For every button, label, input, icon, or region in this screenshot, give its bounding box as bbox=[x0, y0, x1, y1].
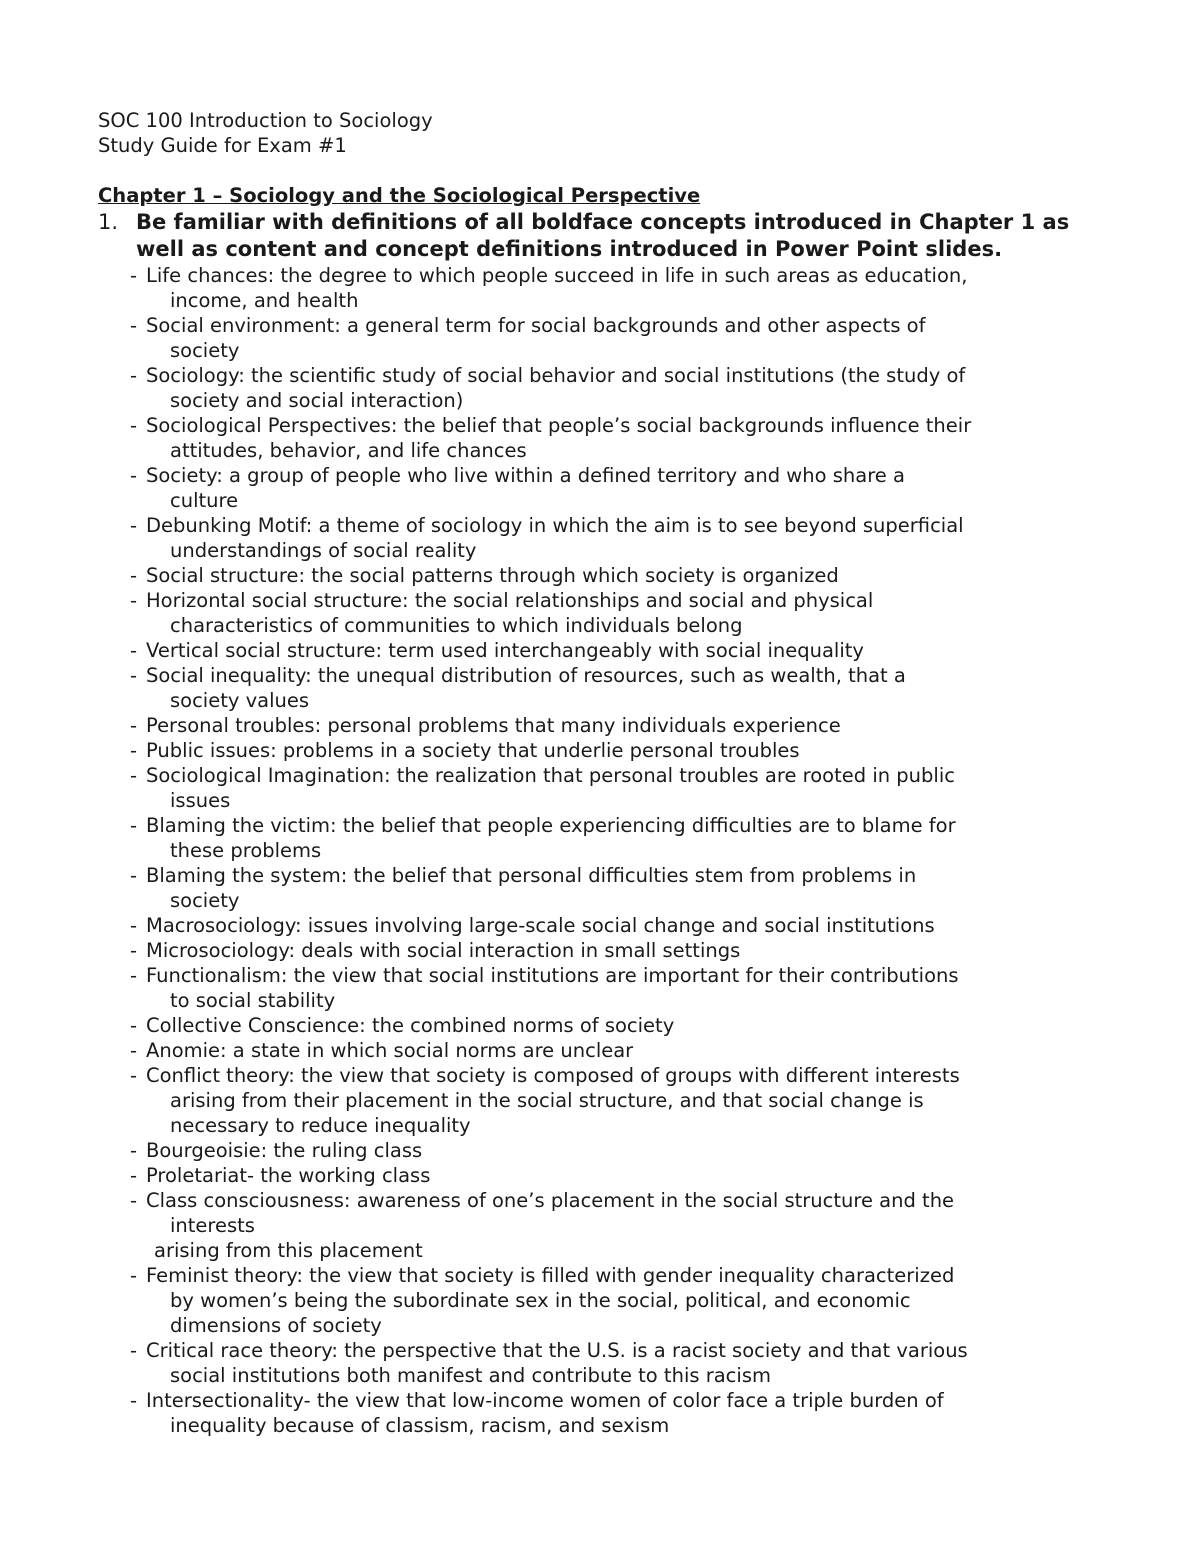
term-item bbox=[130, 1188, 1130, 1263]
term-line: Sociological Perspectives: the belief that people’s social backgrounds influence their bbox=[146, 414, 972, 437]
list-bullet: - bbox=[130, 1039, 138, 1062]
term-item bbox=[130, 1038, 1130, 1063]
term-item bbox=[130, 713, 1130, 738]
list-bullet: - bbox=[130, 264, 138, 287]
question-number: 1. bbox=[98, 210, 119, 234]
term-continuation: attitudes, behavior, and life chances bbox=[170, 439, 527, 462]
guide-title: Study Guide for Exam #1 bbox=[98, 134, 347, 157]
term-line: Social environment: a general term for social backgrounds and other aspects of bbox=[146, 314, 926, 337]
list-bullet: - bbox=[130, 1064, 138, 1087]
list-bullet: - bbox=[130, 1189, 138, 1212]
list-bullet: - bbox=[130, 414, 138, 437]
term-item bbox=[130, 1163, 1130, 1188]
term-continuation: society values bbox=[170, 689, 310, 712]
term-continuation: necessary to reduce inequality bbox=[170, 1114, 471, 1137]
term-line: Public issues: problems in a society that underlie personal troubles bbox=[146, 739, 800, 762]
term-line: Macrosociology: issues involving large-scale social change and social institutions bbox=[146, 914, 935, 937]
term-continuation: issues bbox=[170, 789, 231, 812]
term-line: Conflict theory: the view that society is composed of groups with different interests bbox=[146, 1064, 960, 1087]
term-line: Proletariat- the working class bbox=[146, 1164, 431, 1187]
term-continuation: social institutions both manifest and contribute to this racism bbox=[170, 1364, 771, 1387]
term-line: Sociology: the scientific study of social behavior and social institutions (the study of bbox=[146, 364, 966, 387]
list-bullet: - bbox=[130, 1339, 138, 1362]
term-line: Feminist theory: the view that society is filled with gender inequality characterized bbox=[146, 1264, 955, 1287]
term-item bbox=[130, 413, 1130, 463]
list-bullet: - bbox=[130, 964, 138, 987]
term-line: Personal troubles: personal problems that many individuals experience bbox=[146, 714, 841, 737]
term-continuation: by women’s being the subordinate sex in the social, political, and economic bbox=[170, 1289, 911, 1312]
list-bullet: - bbox=[130, 464, 138, 487]
question-text bbox=[136, 209, 1136, 263]
term-item bbox=[130, 863, 1130, 913]
term-item bbox=[130, 513, 1130, 563]
list-bullet: - bbox=[130, 1389, 138, 1412]
term-item bbox=[130, 938, 1130, 963]
term-continuation: characteristics of communities to which individuals belong bbox=[170, 614, 743, 637]
list-bullet: - bbox=[130, 314, 138, 337]
term-continuation: dimensions of society bbox=[170, 1314, 382, 1337]
term-line: Horizontal social structure: the social relationships and social and physical bbox=[146, 589, 874, 612]
list-bullet: - bbox=[130, 914, 138, 937]
list-bullet: - bbox=[130, 739, 138, 762]
term-continuation: inequality because of classism, racism, and sexism bbox=[170, 1414, 670, 1437]
term-continuation: culture bbox=[170, 489, 239, 512]
term-item bbox=[130, 313, 1130, 363]
term-line: Critical race theory: the perspective that the U.S. is a racist society and that various bbox=[146, 1339, 968, 1362]
term-continuation: society bbox=[170, 889, 240, 912]
term-continuation: arising from this placement bbox=[154, 1239, 423, 1262]
list-bullet: - bbox=[130, 1014, 138, 1037]
chapter-heading: Chapter 1 – Sociology and the Sociological Perspective bbox=[98, 184, 701, 207]
list-bullet: - bbox=[130, 814, 138, 837]
term-line: Blaming the system: the belief that personal difficulties stem from problems in bbox=[146, 864, 917, 887]
term-line: Sociological Imagination: the realization that personal troubles are rooted in public bbox=[146, 764, 955, 787]
list-bullet: - bbox=[130, 1139, 138, 1162]
term-list bbox=[130, 263, 1130, 1438]
question-line: well as content and concept definitions introduced in Power Point slides. bbox=[136, 237, 1003, 261]
list-bullet: - bbox=[130, 564, 138, 587]
term-line: Social inequality: the unequal distribution of resources, such as wealth, that a bbox=[146, 664, 906, 687]
term-item bbox=[130, 1138, 1130, 1163]
term-item bbox=[130, 363, 1130, 413]
list-bullet: - bbox=[130, 1264, 138, 1287]
term-line: Anomie: a state in which social norms are unclear bbox=[146, 1039, 634, 1062]
term-item bbox=[130, 963, 1130, 1013]
term-line: Blaming the victim: the belief that people experiencing difficulties are to blame for bbox=[146, 814, 956, 837]
term-line: Debunking Motif: a theme of sociology in which the aim is to see beyond superficial bbox=[146, 514, 964, 537]
term-item bbox=[130, 813, 1130, 863]
list-bullet: - bbox=[130, 864, 138, 887]
term-line: Vertical social structure: term used interchangeably with social inequality bbox=[146, 639, 864, 662]
term-item bbox=[130, 638, 1130, 663]
list-bullet: - bbox=[130, 514, 138, 537]
term-item bbox=[130, 1013, 1130, 1038]
term-continuation: interests bbox=[170, 1214, 255, 1237]
list-bullet: - bbox=[130, 939, 138, 962]
list-bullet: - bbox=[130, 639, 138, 662]
term-continuation: society and social interaction) bbox=[170, 389, 464, 412]
term-continuation: arising from their placement in the social structure, and that social change is bbox=[170, 1089, 924, 1112]
list-bullet: - bbox=[130, 589, 138, 612]
term-continuation: to social stability bbox=[170, 989, 336, 1012]
term-item bbox=[130, 463, 1130, 513]
term-continuation: income, and health bbox=[170, 289, 359, 312]
term-item bbox=[130, 1063, 1130, 1138]
term-item bbox=[130, 913, 1130, 938]
term-line: Microsociology: deals with social interaction in small settings bbox=[146, 939, 741, 962]
term-continuation: society bbox=[170, 339, 240, 362]
list-bullet: - bbox=[130, 664, 138, 687]
term-item bbox=[130, 663, 1130, 713]
term-item bbox=[130, 1338, 1130, 1388]
term-item bbox=[130, 1263, 1130, 1338]
term-item bbox=[130, 1388, 1130, 1438]
list-bullet: - bbox=[130, 364, 138, 387]
term-line: Collective Conscience: the combined norms of society bbox=[146, 1014, 675, 1037]
term-line: Functionalism: the view that social institutions are important for their contributions bbox=[146, 964, 959, 987]
term-item bbox=[130, 588, 1130, 638]
term-item bbox=[130, 738, 1130, 763]
course-title: SOC 100 Introduction to Sociology bbox=[98, 109, 433, 132]
term-line: Class consciousness: awareness of one’s placement in the social structure and the bbox=[146, 1189, 955, 1212]
term-line: Bourgeoisie: the ruling class bbox=[146, 1139, 423, 1162]
term-line: Intersectionality- the view that low-income women of color face a triple burden of bbox=[146, 1389, 944, 1412]
term-continuation: understandings of social reality bbox=[170, 539, 477, 562]
term-line: Social structure: the social patterns through which society is organized bbox=[146, 564, 839, 587]
list-bullet: - bbox=[130, 714, 138, 737]
term-item bbox=[130, 263, 1130, 313]
question-line: Be familiar with definitions of all boldface concepts introduced in Chapter 1 as bbox=[136, 210, 1070, 234]
term-line: Life chances: the degree to which people succeed in life in such areas as education, bbox=[146, 264, 968, 287]
list-bullet: - bbox=[130, 1164, 138, 1187]
term-item bbox=[130, 763, 1130, 813]
list-bullet: - bbox=[130, 764, 138, 787]
term-continuation: these problems bbox=[170, 839, 322, 862]
term-item bbox=[130, 563, 1130, 588]
term-line: Society: a group of people who live within a defined territory and who share a bbox=[146, 464, 905, 487]
